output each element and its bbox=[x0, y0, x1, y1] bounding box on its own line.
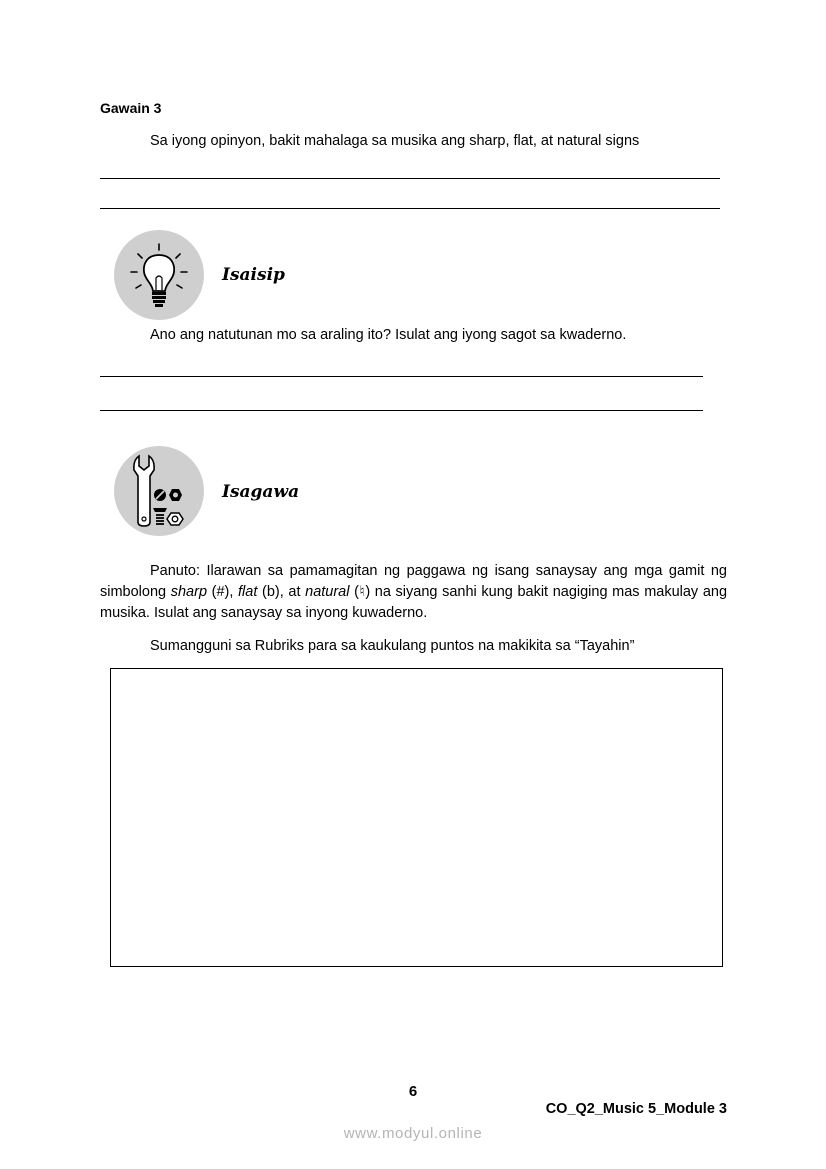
isaisip-title: Isaisip bbox=[222, 265, 285, 285]
watermark: www.modyul.online bbox=[343, 1125, 483, 1142]
answer-line-2 bbox=[100, 208, 720, 209]
module-code: CO_Q2_Music 5_Module 3 bbox=[545, 1101, 727, 1117]
natural-term: natural bbox=[305, 584, 350, 600]
instruction-text-3: (b), at bbox=[257, 584, 306, 600]
isagawa-title: Isagawa bbox=[222, 482, 300, 502]
page-number: 6 bbox=[408, 1083, 418, 1100]
instruction-text-1: Panuto: Ilarawan sa pamamagitan ng paggawa ng isang sanaysay ang mga gamit ng simbolong bbox=[100, 563, 727, 600]
instruction-text-4: (♮) na siyang sanhi kung bakit nagiging mas makulay ang musika. Isulat ang sanaysay sa inyong kuwaderno. bbox=[100, 584, 728, 621]
activity-heading: Gawain 3 bbox=[100, 100, 162, 116]
tools-icon bbox=[114, 446, 204, 536]
isaisip-question: Ano ang natutunan mo sa araling ito? Isulat ang iyong sagot sa kwaderno. bbox=[150, 327, 627, 343]
answer-line-1 bbox=[100, 178, 720, 179]
rubric-note: Sumangguni sa Rubriks para sa kaukulang puntos na makikita sa “Tayahin” bbox=[150, 638, 635, 654]
instruction-text-2: (#), bbox=[207, 584, 239, 600]
isagawa-instruction bbox=[100, 561, 727, 624]
flat-term: flat bbox=[238, 584, 258, 600]
sharp-term: sharp bbox=[170, 584, 208, 600]
answer-box[interactable] bbox=[110, 668, 723, 967]
answer-line-3 bbox=[100, 376, 703, 377]
answer-line-4 bbox=[100, 410, 703, 411]
lightbulb-icon bbox=[114, 230, 204, 320]
activity-question: Sa iyong opinyon, bakit mahalaga sa musika ang sharp, flat, at natural signs bbox=[150, 133, 640, 149]
